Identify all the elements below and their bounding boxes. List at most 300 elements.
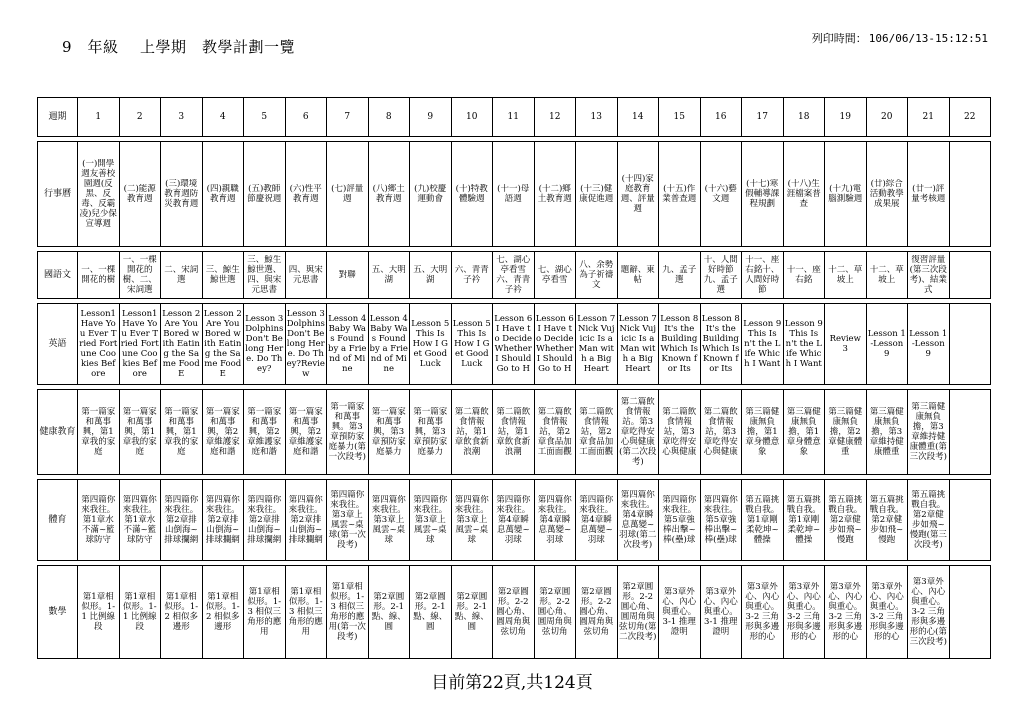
plan-cell-text: 第四篇你來我往。第4章瞬息萬變~羽球 [537,495,572,545]
plan-cell [161,252,203,299]
plan-cell [410,252,452,299]
week-header-row [38,98,991,137]
plan-cell-text: 第一篇家和萬事興，第3章預防家庭暴力 [413,407,448,457]
plan-cell-text: 第2章圓形。2-1 點、線、圓 [371,592,406,632]
plan-cell [78,390,120,475]
week-number: 13 [576,98,618,137]
week-number: 22 [949,98,991,137]
plan-cell [327,390,369,475]
week-number: 7 [327,98,369,137]
plan-cell-text: 第四篇你來我往。第3章上風雲~桌球 [371,495,406,545]
plan-cell [825,304,867,385]
plan-cell [659,252,701,299]
plan-cell-text: 復習評量(第三次段考)、結業式 [909,255,947,295]
plan-cell [161,304,203,385]
plan-cell-text: 第二篇飲食情報站，第1章飲食新浪潮 [454,407,489,457]
plan-cell [285,480,327,561]
plan-cell-text: 第2章圓形。2-2 圓心角、圓周角與弦切角 [537,587,572,637]
plan-cell-text: Lesson 8 It's the Building Which Is Known for Its [701,314,740,374]
plan-cell-text: 七、湖心亭看雪 [537,265,572,285]
plan-cell-text: (七)評量週 [331,184,364,204]
plan-cell-text: 第二篇飲食情報站，第1章飲食新浪潮 [496,407,531,457]
plan-cell [617,252,659,299]
plan-cell [866,566,908,659]
plan-cell [534,252,576,299]
plan-cell [202,304,244,385]
plan-cell-text: 第二篇飲食情報站，第3章吃得安心與健康 [662,407,697,457]
week-number: 17 [742,98,784,137]
plan-cell-text: 第四篇你來我往。第2章排山倒海~排球攔網 [205,495,240,545]
plan-cell [659,390,701,475]
plan-cell [576,390,618,475]
teaching-plan-table [37,97,991,659]
plan-cell [119,566,161,659]
plan-cell-text: 五、大明湖 [371,265,406,285]
plan-cell-text: 對聯 [338,270,356,280]
plan-cell [285,390,327,475]
plan-cell [78,304,120,385]
week-number: 8 [368,98,410,137]
plan-cell-text: Lesson 5 This Is How I Get Good Luck [452,319,491,369]
plan-cell [493,252,535,299]
plan-cell [659,480,701,561]
plan-cell-text: Review 3 [829,334,861,354]
plan-cell [534,480,576,561]
plan-cell [451,142,493,247]
week-number: 1 [78,98,120,137]
plan-cell [244,480,286,561]
plan-cell [202,566,244,659]
plan-cell [493,304,535,385]
plan-cell [161,142,203,247]
plan-cell-text: 第四篇你來我往。第2章排山倒海~排球攔網 [288,495,323,545]
plan-cell-text: 八、余勢為子祈禱文 [579,260,614,290]
plan-cell [493,566,535,659]
subject-label: 行事曆 [38,142,78,247]
plan-cell [451,480,493,561]
plan-cell [659,142,701,247]
plan-cell [866,142,908,247]
plan-cell-text: Lesson 8 It's the Building Which Is Known for Its [660,314,699,374]
plan-cell [949,480,991,561]
plan-cell-text: 第二篇飲食情報站，第2章食品加工面面觀 [537,407,572,457]
plan-cell [908,566,950,659]
plan-cell-text: Lesson 3 Dolphins Don't Belong Here. Do They?Review [286,309,325,379]
plan-cell-text: 第3章外心、內心與重心。3-1 推理證明 [662,587,697,637]
plan-cell [825,390,867,475]
plan-cell [451,390,493,475]
week-number: 5 [244,98,286,137]
plan-cell [78,480,120,561]
plan-cell-text: 七、湖心亭看雪六、青青子衿 [496,255,531,295]
plan-cell [244,252,286,299]
plan-cell [327,252,369,299]
plan-cell-text: (十四)家庭教育週、評量週 [620,174,655,214]
plan-cell-text: 第二篇飲食情報站。第3章吃得安心與健康(第二次段考) [619,397,657,467]
plan-cell [534,142,576,247]
plan-cell-text: 第1章相似形。1-1 比例線段 [81,592,116,632]
week-number: 3 [161,98,203,137]
plan-cell [78,142,120,247]
plan-cell [451,566,493,659]
plan-cell-text: 第三篇健康無負擔，第1章身體意象 [745,407,780,457]
plan-cell-text: 第2章圓形。2-1 點、線、圓 [454,592,489,632]
plan-cell [244,142,286,247]
plan-cell [617,390,659,475]
plan-cell-text: Lesson1 Have You Ever Tried Fortune Cookies Before [79,309,118,379]
plan-cell-text: Lesson 9 This Isn't the Life Which I Want [743,319,782,369]
plan-cell [908,480,950,561]
plan-cell-text: Lesson 5 This Is How I Get Good Luck [411,319,450,369]
plan-cell [825,252,867,299]
plan-cell [327,566,369,659]
plan-cell-text: 第1章相似形。1-2 相似多邊形 [205,592,240,632]
plan-cell [368,566,410,659]
plan-cell-text: Lesson 6 I Have to Decide Whether I Should Go to H [535,314,574,374]
plan-cell [285,252,327,299]
plan-cell-text: 十一、座右銘十、人間好時節 [745,255,780,295]
plan-cell-text: Lesson1 Have You Ever Tried Fortune Cookies Before [120,309,159,379]
plan-cell-text: (十五)作業普查週 [662,184,697,204]
plan-cell-text: 第四篇你來我往。第5章強棒出擊~棒(壘)球 [703,495,738,545]
plan-cell-text: 第1章相似形。1-1 比例線段 [122,592,157,632]
plan-cell [783,480,825,561]
plan-cell-text: 第四篇你來我往。第3章上風雲~桌球 [413,495,448,545]
plan-cell [202,480,244,561]
plan-cell-text: Lesson 3 Dolphins Don't Belong Here. Do They? [245,314,284,374]
print-time-label: 列印時間： [811,32,867,45]
plan-cell [410,142,452,247]
plan-cell [119,480,161,561]
plan-cell [410,566,452,659]
plan-cell [949,566,991,659]
plan-cell-text: 二、宋詞選 [164,265,199,285]
plan-cell-text: 題辭、東帖 [620,265,655,285]
week-number: 21 [908,98,950,137]
plan-cell [410,304,452,385]
plan-cell-text: 一、一棵開花的樹、二、宋詞選 [122,255,157,295]
plan-cell-text: 第3章外心、內心與重心。3-2 三角形與多邊形的心 [869,582,904,642]
week-header-label: 週期 [38,98,78,137]
plan-cell-text: (二)能源教育週 [123,184,156,204]
week-number: 10 [451,98,493,137]
plan-cell-text: (十八)生涯檔案普查 [786,179,821,209]
plan-cell [285,304,327,385]
grade-title: 9 年級 [62,38,119,56]
plan-cell [368,252,410,299]
plan-cell-text: 十、人間好時節九、孟子選 [703,255,738,295]
plan-cell-text: (十九)電腦測驗週 [828,184,863,204]
plan-cell-text: (九)校慶運動會 [414,184,447,204]
plan-cell-text: (廿一)評量考核週 [911,184,946,204]
plan-cell-text: 第一篇家和萬事興，第2章維護家庭和諧 [247,407,282,457]
plan-cell [783,304,825,385]
week-number: 18 [783,98,825,137]
plan-cell [78,252,120,299]
plan-cell-text: 第3章外心、內心與重心。3-1 推理證明 [703,587,738,637]
plan-cell [493,142,535,247]
plan-cell [119,252,161,299]
plan-cell-text: 十二、草坡上 [869,265,904,285]
plan-cell [327,304,369,385]
plan-cell [285,566,327,659]
plan-cell [368,480,410,561]
plan-cell [866,480,908,561]
plan-cell [410,390,452,475]
plan-cell [451,304,493,385]
plan-cell [659,566,701,659]
week-number: 14 [617,98,659,137]
plan-cell-text: 第四篇你來我往。第4章瞬息萬變~羽球(第二次段考) [619,490,657,550]
plan-cell-text: Lesson 2 Are You Bored with Eating the Same Food E [203,309,242,379]
plan-cell [202,142,244,247]
plan-cell-text: 第3章外心、內心與重心。3-2 三角形與多邊形的心 [745,582,780,642]
plan-cell-text: 一、一棵開花的樹 [81,265,116,285]
plan-cell [700,142,742,247]
plan-cell [700,304,742,385]
plan-cell-text: 第一篇家和萬事興，第3章預防家庭暴力 [371,407,406,457]
plan-cell-text: 第五篇挑戰自我。第2章健步如飛~慢跑(第三次段考) [909,490,947,550]
subject-row [38,390,991,475]
plan-cell-text: 第四篇你來我往。第5章強棒出擊~棒(壘)球 [662,495,697,545]
plan-cell-text: (四)親職教育週 [206,184,239,204]
week-number: 6 [285,98,327,137]
plan-cell-text: (十二)鄉土教育週 [537,184,572,204]
plan-cell [534,566,576,659]
plan-cell [617,304,659,385]
plan-cell-text: 九、孟子選 [662,265,697,285]
plan-cell [949,304,991,385]
week-number: 9 [410,98,452,137]
plan-cell-text: Lesson 2 Are You Bored with Eating the Same Food E [162,309,201,379]
week-number: 19 [825,98,867,137]
plan-cell [368,390,410,475]
plan-cell-text: 第一篇家和萬事興，第1章我的家庭 [81,407,116,457]
plan-cell [742,566,784,659]
plan-cell [576,304,618,385]
plan-cell-text: (十)特教體驗週 [455,184,488,204]
plan-cell-text: 第四篇你來我往。第1章水不滿~籃球防守 [81,495,116,545]
plan-cell [742,142,784,247]
plan-cell-text: (十一)母語週 [497,184,530,204]
plan-cell [119,304,161,385]
week-number: 16 [700,98,742,137]
plan-cell [783,252,825,299]
plan-cell-text: 第1章相似形。1-3 相似三角形的應用(第一次段考) [328,582,366,642]
plan-cell-text: 第五篇挑戰自我。第1章剛柔乾坤~體操 [745,495,780,545]
semester-title: 上學期 教學計劃一覽 [140,38,296,56]
print-time [810,30,988,46]
plan-cell-text: 第二篇飲食情報站，第2章食品加工面面觀 [579,407,614,457]
plan-cell [368,304,410,385]
subject-label: 國語文 [38,252,78,299]
plan-cell-text: 第2章圓形。2-1 點、線、圓 [413,592,448,632]
plan-cell-text: 第2章圓形。2-2 圓心角、圓周角與弦切角 [496,587,531,637]
plan-cell [576,480,618,561]
subject-row [38,252,991,299]
plan-cell [161,390,203,475]
plan-cell-text: 第1章相似形。1-3 相似三角形的應用 [288,587,323,637]
plan-cell-text: 第一篇家和萬事興。第3章預防家庭暴力(第一次段考) [328,402,366,462]
plan-cell [700,390,742,475]
plan-cell [202,252,244,299]
plan-cell [576,142,618,247]
plan-cell [825,142,867,247]
plan-cell-text: 第二篇飲食情報站，第3章吃得安心與健康 [703,407,738,457]
plan-cell-text: 十一、座右銘 [786,265,821,285]
plan-cell-text: (十三)健康促進週 [579,184,614,204]
plan-cell-text: (十七)寒假輔導課程規劃 [745,179,780,209]
subject-row [38,304,991,385]
plan-cell [949,142,991,247]
plan-cell [783,566,825,659]
plan-cell [119,390,161,475]
plan-cell [161,566,203,659]
plan-cell-text: 第五篇挑戰自我。第1章剛柔乾坤~體操 [786,495,821,545]
plan-cell [742,480,784,561]
plan-cell [825,480,867,561]
plan-cell-text: Lesson 4 Baby Was Found by a Friend of Mine [328,314,367,374]
plan-cell-text: 第3章外心、內心與重心。3-2 三角形與多邊形的心(第三次段考) [909,577,947,647]
subject-label: 健康教育 [38,390,78,475]
plan-cell [908,142,950,247]
plan-cell-text: 第一篇家和萬事興，第1章我的家庭 [122,407,157,457]
plan-cell [825,566,867,659]
plan-cell-text: 四、與宋元思書 [288,265,323,285]
plan-cell-text: 第1章相似形。1-3 相似三角形的應用 [247,587,282,637]
plan-cell [866,304,908,385]
plan-cell-text: (三)環境教育週防災教育週 [164,179,199,209]
plan-cell-text: Lesson 4 Baby Was Found by a Friend of Mine [369,314,408,374]
plan-cell [576,566,618,659]
plan-cell-text: 第四篇你來我往。第4章瞬息萬變~羽球 [496,495,531,545]
plan-cell [327,480,369,561]
plan-cell [659,304,701,385]
subject-label: 英語 [38,304,78,385]
plan-cell-text: 第五篇挑戰自我。第2章健步如飛~慢跑 [828,495,863,545]
plan-cell-text: 第三篇健康無負擔，第1章身體意象 [786,407,821,457]
plan-cell-text: 十二、草坡上 [828,265,863,285]
week-number: 12 [534,98,576,137]
plan-cell [534,390,576,475]
plan-cell [368,142,410,247]
plan-cell-text: Lesson 6 I Have to Decide Whether I Should Go to H [494,314,533,374]
plan-cell-text: (十六)藝文週 [704,184,737,204]
plan-cell-text: 五、大明湖 [413,265,448,285]
week-number: 20 [866,98,908,137]
plan-cell [617,142,659,247]
week-number: 15 [659,98,701,137]
plan-cell-text: 第2章圓形。2-2 圓心角、圓周角與弦切角(第二次段考) [619,582,657,642]
plan-cell-text: 第三篇健康無負擔，第3章維持健康體重 [869,407,904,457]
plan-cell [327,142,369,247]
plan-cell [244,304,286,385]
subject-label: 體育 [38,480,78,561]
plan-cell [908,304,950,385]
plan-cell [119,142,161,247]
plan-cell [700,566,742,659]
plan-cell-text: Lesson 7 Nick Vujicic Is a Man with a Big Heart [618,314,657,374]
plan-cell-text: Lesson 1-Lesson 9 [909,329,948,359]
plan-cell-text: 第三篇健康無負擔，第2章健康體重 [828,407,863,457]
plan-cell [742,390,784,475]
plan-cell-text: (五)教師節慶祝週 [247,184,282,204]
plan-cell-text: 三、鯨生鯨世選 [205,265,240,285]
subject-label: 數學 [38,566,78,659]
subject-row [38,142,991,247]
plan-cell [617,480,659,561]
plan-cell [410,480,452,561]
week-number: 4 [202,98,244,137]
plan-cell-text: 第一篇家和萬事興，第2章維護家庭和諧 [288,407,323,457]
plan-cell [700,252,742,299]
subject-row [38,480,991,561]
plan-cell-text: 第一篇家和萬事興，第2章維護家庭和諧 [205,407,240,457]
plan-cell [617,566,659,659]
plan-cell [244,390,286,475]
plan-cell-text: 第四篇你來我往。第4章瞬息萬變~羽球 [579,495,614,545]
plan-cell-text: 第五篇挑戰自我。第2章健步如飛~慢跑 [869,495,904,545]
plan-cell-text: 六、青青子衿 [454,265,489,285]
print-time-value: 106/06/13-15:12:51 [868,32,988,45]
plan-cell-text: 第2章圓形。2-2 圓心角、圓周角與弦切角 [579,587,614,637]
plan-cell [742,252,784,299]
plan-cell [534,304,576,385]
plan-cell-text: 第四篇你來我往。第1章水不滿~籃球防守 [122,495,157,545]
plan-cell [202,390,244,475]
plan-cell-text: 第四篇你來我往。第2章排山倒海~排球攔網 [164,495,199,545]
plan-cell [244,566,286,659]
week-number: 11 [493,98,535,137]
plan-cell-text: (八)鄉土教育週 [372,184,405,204]
plan-cell-text: (六)性平教育週 [289,184,322,204]
plan-cell [493,480,535,561]
plan-cell-text: (廿)綜合活動教學成果展 [869,179,904,209]
plan-cell-text: 第四篇你來我往。第3章上風雲~桌球 [454,495,489,545]
plan-cell [451,252,493,299]
plan-cell-text: Lesson 9 This Isn't the Life Which I Want [784,319,823,369]
plan-cell [908,252,950,299]
plan-cell [783,142,825,247]
week-number: 2 [119,98,161,137]
plan-cell-text: 第3章外心、內心與重心。3-2 三角形與多邊形的心 [786,582,821,642]
plan-cell [285,142,327,247]
plan-cell [700,480,742,561]
plan-cell [949,390,991,475]
plan-cell [783,390,825,475]
plan-cell-text: 第3章外心、內心與重心。3-2 三角形與多邊形的心 [828,582,863,642]
plan-cell-text: 第1章相似形。1-2 相似多邊形 [164,592,199,632]
plan-cell [742,304,784,385]
plan-cell [908,390,950,475]
plan-cell [576,252,618,299]
plan-cell-text: 第四篇你來我往。第2章排山倒海~排球攔網 [247,495,282,545]
subject-row [38,566,991,659]
plan-cell-text: (一)開學週友善校園週(反黑、反毒、反霸凌)兒少保宣導週 [79,159,117,229]
plan-cell [161,480,203,561]
page-info: 目前第22頁,共124頁 [431,673,593,693]
plan-cell-text: Lesson 7 Nick Vujicic Is a Man with a Big Heart [577,314,616,374]
plan-cell-text: 三、鯨生鯨世選、四、與宋元思書 [247,255,282,295]
plan-cell [78,566,120,659]
plan-cell [949,252,991,299]
plan-cell-text: Lesson 1-Lesson 9 [867,329,906,359]
plan-cell [866,252,908,299]
plan-cell [866,390,908,475]
plan-cell [493,390,535,475]
plan-cell-text: 第一篇家和萬事興，第1章我的家庭 [164,407,199,457]
plan-cell-text: 第四篇你來我往。第3章上風雲~桌球(第一次段考) [328,490,366,550]
